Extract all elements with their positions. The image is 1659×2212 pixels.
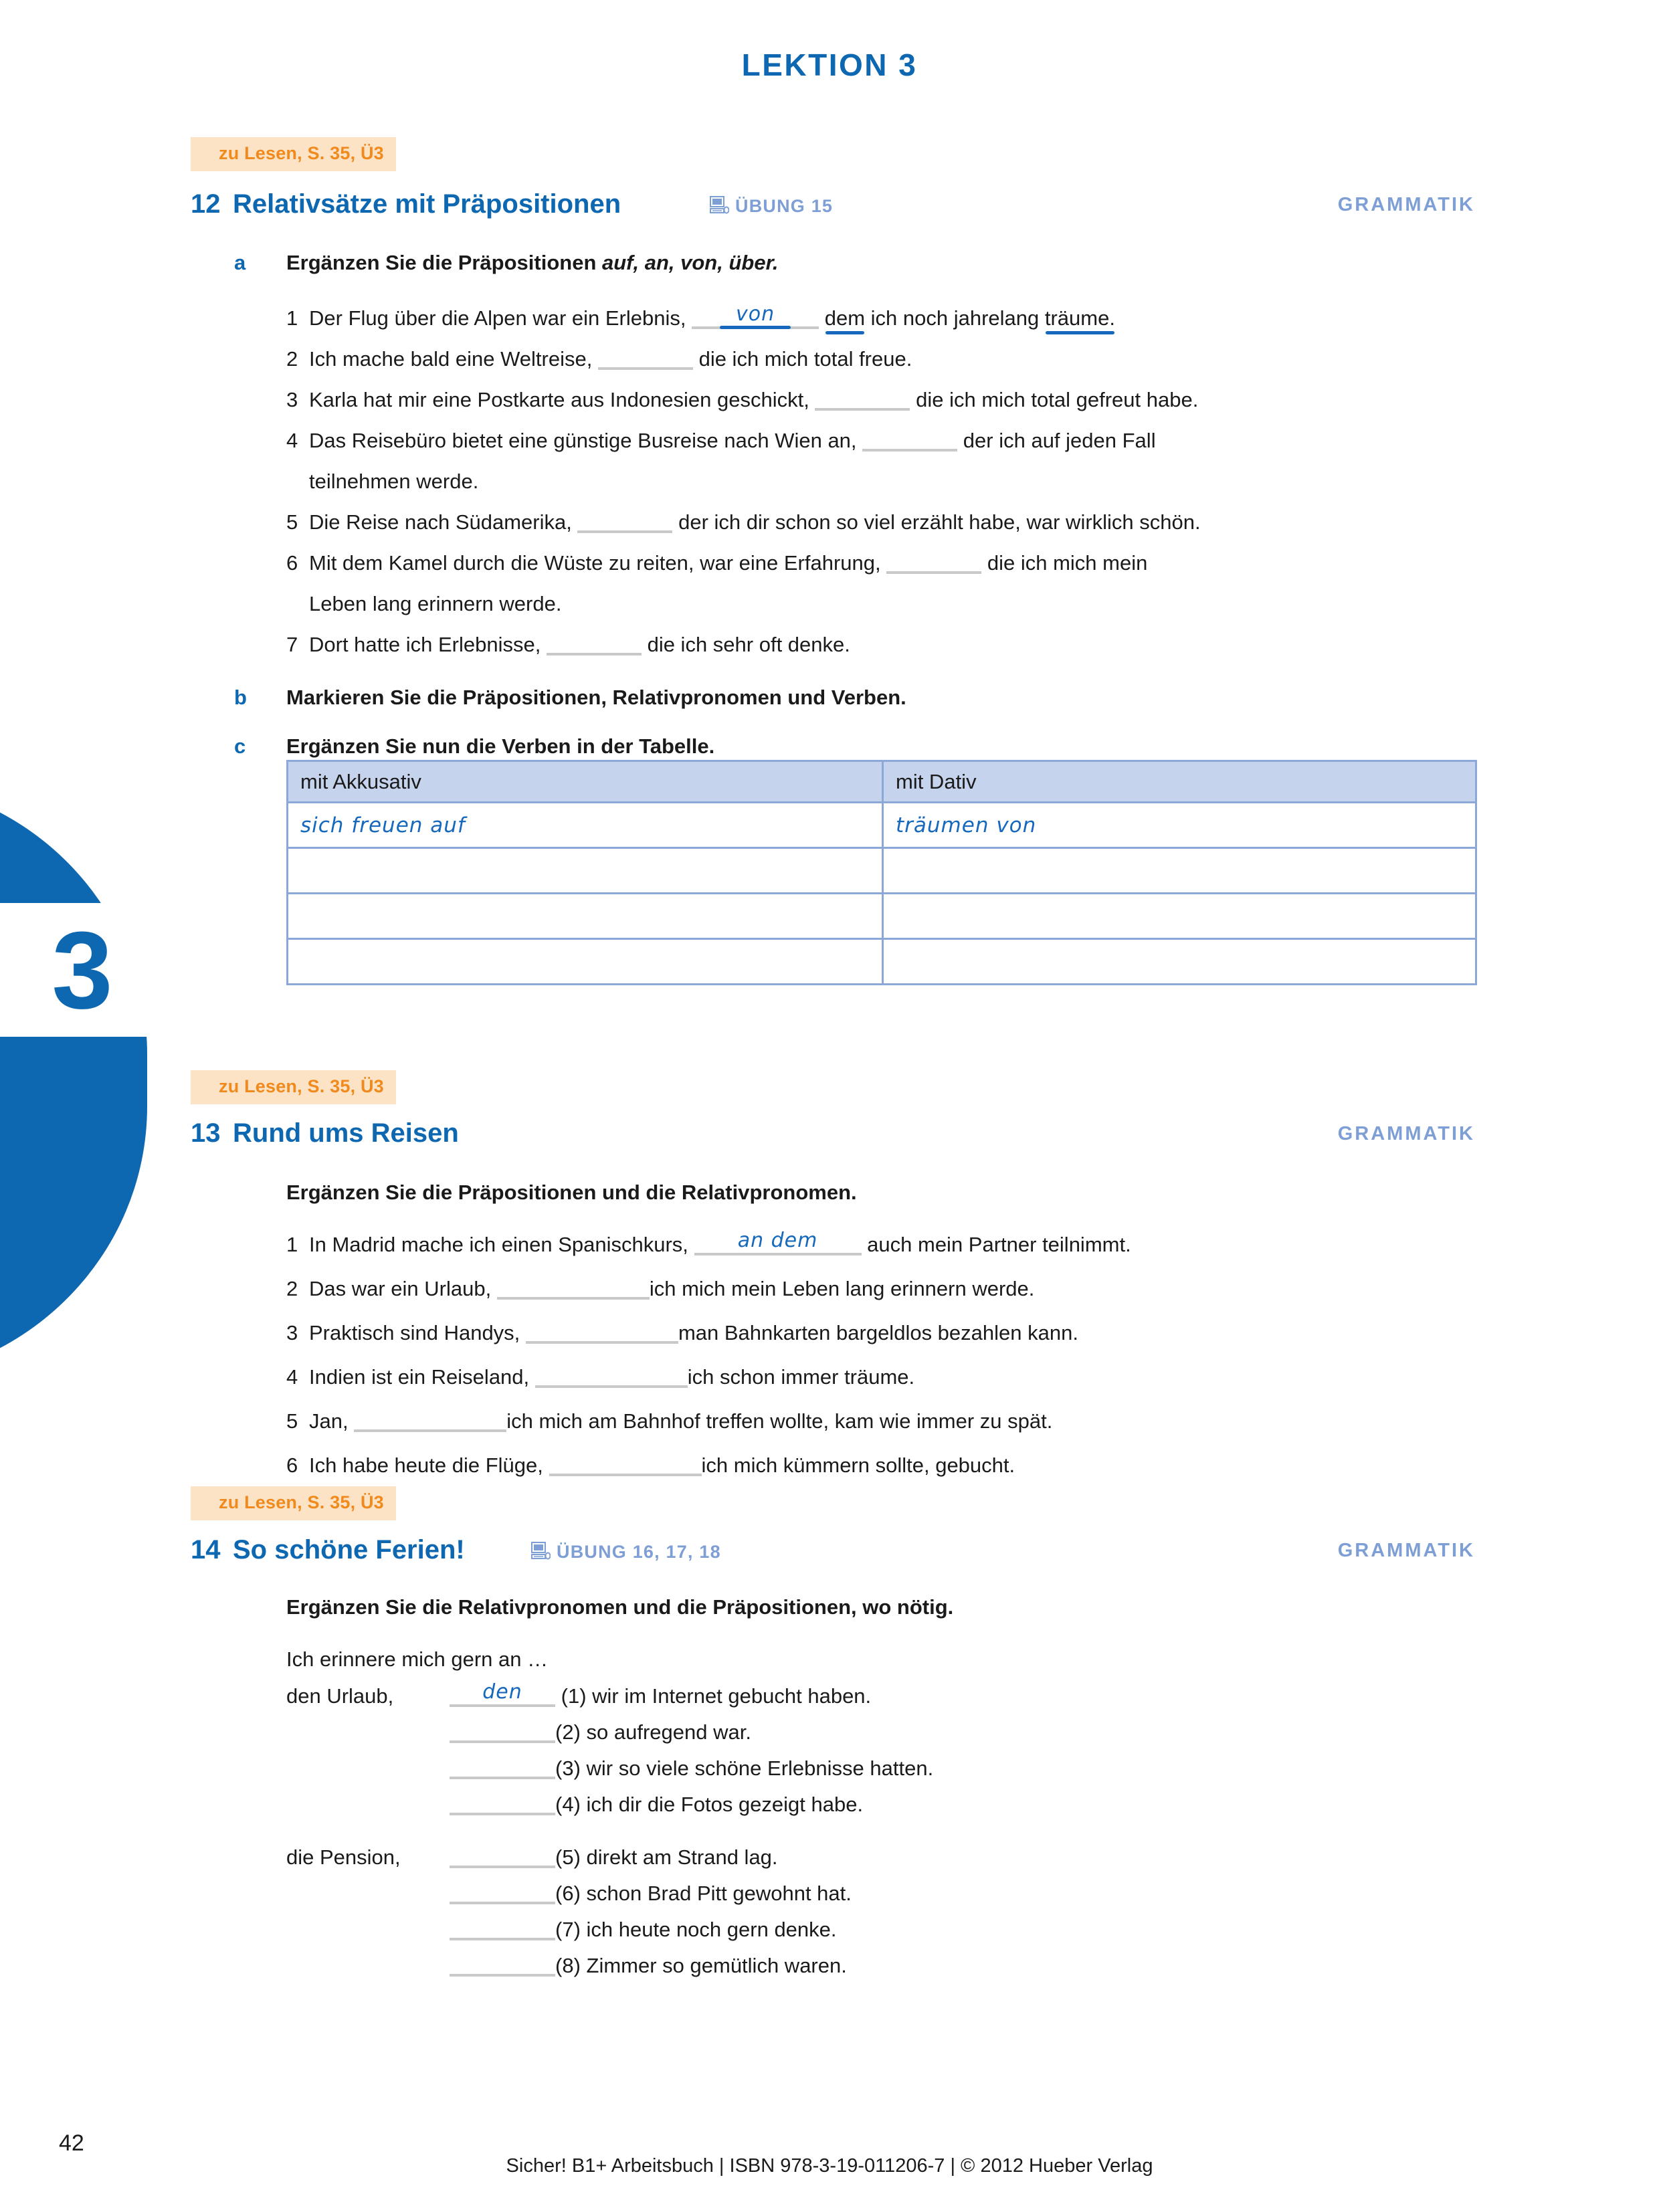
answer-blank-12-3[interactable] (815, 391, 910, 411)
group-label-pension: die Pension, (286, 1845, 401, 1869)
answer-blank-12-7[interactable] (547, 635, 642, 656)
answer-blank-13-4[interactable] (535, 1368, 688, 1388)
exercise-item-14-1 (450, 1680, 872, 1708)
exercise-item-14-8 (450, 1955, 847, 1977)
badge-lesen-14: zu Lesen, S. 35, Ü3 (191, 1486, 396, 1520)
item-number: 5 (286, 510, 298, 534)
item-text-pre: In Madrid mache ich einen Spanischkurs, (309, 1233, 688, 1256)
handwritten-answer: von (692, 304, 819, 324)
marked-pronoun: dem (824, 306, 866, 330)
badge-lesen-12: zu Lesen, S. 35, Ü3 (191, 137, 396, 171)
answer-blank-14-8[interactable] (450, 1956, 555, 1977)
exercise-item-14-3 (450, 1758, 933, 1779)
item-text-post: die ich mich mein (987, 551, 1148, 575)
section-header-12 (191, 189, 1475, 224)
verbs-table (286, 760, 1477, 985)
item-text-post: ich mich kümmern sollte, gebucht. (701, 1453, 1015, 1477)
instruction-12a-prepositions: auf, an, von, über. (602, 251, 779, 274)
marker-a: a (234, 251, 246, 274)
item-text-post: die ich mich total gefreut habe. (916, 388, 1199, 411)
answer-blank-13-1[interactable] (694, 1229, 862, 1255)
table-cell-dat-2[interactable] (883, 848, 1476, 894)
table-cell-akk-1[interactable] (288, 803, 883, 848)
answer-blank-14-1[interactable] (450, 1680, 555, 1707)
exercise-item-12-4-cont: teilnehmen werde. (309, 470, 479, 493)
answer-blank-12-2[interactable] (598, 350, 693, 370)
computer-icon (709, 195, 729, 220)
item-text-pre: Ich habe heute die Flüge, (309, 1453, 543, 1477)
answer-blank-12-5[interactable] (577, 513, 672, 533)
exercise-item-13-3 (286, 1322, 1078, 1344)
answer-blank-14-4[interactable] (450, 1795, 555, 1815)
item-text-post: ich mich mein Leben lang erinnern werde. (649, 1277, 1035, 1300)
grammatik-label-14: GRAMMATIK (1337, 1540, 1475, 1561)
table-cell-akk-2[interactable] (288, 848, 883, 894)
instruction-14: Ergänzen Sie die Relativpronomen und die Präpositionen, wo nötig. (286, 1595, 954, 1619)
item-text-post: auch mein Partner teilnimmt. (867, 1233, 1131, 1256)
exercise-item-13-1 (286, 1229, 1131, 1256)
item-text-post: die ich sehr oft denke. (647, 633, 850, 656)
item-number: (6) (555, 1882, 581, 1905)
handwritten-entry: sich freuen auf (300, 813, 466, 837)
section-number-14: 14 (191, 1535, 221, 1565)
instruction-13: Ergänzen Sie die Präpositionen und die Relativpronomen. (286, 1181, 857, 1204)
grammatik-label-12: GRAMMATIK (1337, 194, 1475, 215)
uebung-label-12: ÜBUNG 15 (735, 196, 834, 216)
exercise-item-12-1 (286, 302, 1115, 330)
answer-blank-14-3[interactable] (450, 1759, 555, 1779)
item-number: 3 (286, 388, 298, 411)
item-text-post: ich mich am Bahnhof treffen wollte, kam wie immer zu spät. (506, 1409, 1053, 1433)
item-text-pre: Dort hatte ich Erlebnisse, (309, 633, 541, 656)
table-header-dativ: mit Dativ (883, 761, 1476, 803)
item-number: 1 (286, 306, 298, 330)
item-text: direkt am Strand lag. (586, 1845, 778, 1869)
answer-blank-13-5[interactable] (354, 1412, 506, 1432)
item-text-pre: Jan, (309, 1409, 349, 1433)
badge-lesen-13: zu Lesen, S. 35, Ü3 (191, 1070, 396, 1104)
table-row (288, 939, 1476, 985)
uebung-ref-12 (709, 195, 833, 220)
item-number: (8) (555, 1954, 581, 1977)
exercise-item-14-2 (450, 1722, 751, 1743)
table-cell-dat-3[interactable] (883, 894, 1476, 939)
exercise-item-12-5 (286, 512, 1201, 533)
instruction-12a (286, 251, 779, 275)
item-number: 3 (286, 1321, 298, 1344)
table-row (288, 803, 1476, 848)
item-number: 6 (286, 1453, 298, 1477)
item-number: 7 (286, 633, 298, 656)
answer-blank-12-4[interactable] (862, 431, 957, 451)
item-text: Zimmer so gemütlich waren. (586, 1954, 847, 1977)
instruction-12b: Markieren Sie die Präpositionen, Relativpronomen und Verben. (286, 686, 906, 709)
exercise-item-13-5 (286, 1411, 1052, 1432)
item-text-post: ich schon immer träume. (687, 1365, 915, 1389)
table-cell-akk-3[interactable] (288, 894, 883, 939)
section-title-12: Relativsätze mit Präpositionen (233, 189, 621, 219)
item-number: 2 (286, 347, 298, 371)
exercise-item-13-4 (286, 1367, 914, 1388)
exercise-item-13-6 (286, 1455, 1015, 1476)
item-text-pre: Praktisch sind Handys, (309, 1321, 520, 1344)
exercise-item-14-6 (450, 1883, 852, 1904)
uebung-ref-14 (530, 1541, 721, 1566)
exercise-item-12-4 (286, 430, 1156, 451)
answer-blank-14-7[interactable] (450, 1920, 555, 1940)
handwritten-answer: den (482, 1680, 522, 1704)
handwritten-answer: an dem (737, 1229, 818, 1252)
instruction-12a-pre: Ergänzen Sie die Präpositionen (286, 251, 602, 274)
lead-in-text: Ich erinnere mich gern an … (286, 1647, 549, 1671)
item-text-post: der ich dir schon so viel erzählt habe, war wirklich schön. (678, 510, 1201, 534)
item-text-pre: Das war ein Urlaub, (309, 1277, 492, 1300)
item-text-pre: Indien ist ein Reiseland, (309, 1365, 530, 1389)
table-row (288, 848, 1476, 894)
item-text: wir im Internet gebucht haben. (592, 1684, 872, 1708)
item-number: 6 (286, 551, 298, 575)
answer-blank-12-6[interactable] (886, 554, 981, 574)
exercise-item-14-5 (450, 1847, 778, 1868)
item-text-post: man Bahnkarten bargeldlos bezahlen kann. (678, 1321, 1078, 1344)
answer-blank-12-1[interactable] (692, 302, 819, 329)
item-text-post: der ich auf jeden Fall (963, 429, 1156, 452)
item-number: (1) (561, 1684, 587, 1708)
uebung-label-14: ÜBUNG 16, 17, 18 (557, 1542, 721, 1562)
group-label-urlaub: den Urlaub, (286, 1684, 394, 1708)
exercise-item-13-2 (286, 1278, 1034, 1300)
answer-blank-14-5[interactable] (450, 1848, 555, 1868)
exercise-item-14-7 (450, 1919, 837, 1940)
table-cell-akk-4[interactable] (288, 939, 883, 985)
item-text-pre: Ich mache bald eine Weltreise, (309, 347, 593, 371)
item-text: so aufregend war. (586, 1720, 751, 1744)
answer-blank-14-6[interactable] (450, 1884, 555, 1904)
item-number: 4 (286, 429, 298, 452)
page-number: 42 (59, 2130, 84, 2156)
answer-blank-13-2[interactable] (497, 1280, 650, 1300)
item-number: (7) (555, 1918, 581, 1941)
table-header-row (288, 761, 1476, 803)
instruction-12c: Ergänzen Sie nun die Verben in der Tabelle. (286, 734, 715, 758)
answer-blank-13-6[interactable] (549, 1456, 702, 1476)
answer-blank-13-3[interactable] (526, 1324, 678, 1344)
item-number: (4) (555, 1793, 581, 1816)
item-number: 1 (286, 1233, 298, 1256)
grammatik-label-13: GRAMMATIK (1337, 1123, 1475, 1144)
footer-copyright: Sicher! B1+ Arbeitsbuch | ISBN 978-3-19-011206-7 | © 2012 Hueber Verlag (506, 2155, 1153, 2177)
section-title-13: Rund ums Reisen (233, 1118, 459, 1148)
exercise-item-12-6 (286, 552, 1147, 574)
item-number: 2 (286, 1277, 298, 1300)
item-text: ich heute noch gern denke. (586, 1918, 837, 1941)
page-title: LEKTION 3 (741, 47, 918, 82)
lesson-tab-number: 3 (52, 909, 112, 1031)
item-number: (5) (555, 1845, 581, 1869)
table-row (288, 894, 1476, 939)
section-header-14 (191, 1535, 1475, 1570)
table-cell-dat-4[interactable] (883, 939, 1476, 985)
item-text: schon Brad Pitt gewohnt hat. (586, 1882, 852, 1905)
item-number: (2) (555, 1720, 581, 1744)
item-text-pre: Das Reisebüro bietet eine günstige Busreise nach Wien an, (309, 429, 857, 452)
item-text-pre: Der Flug über die Alpen war ein Erlebnis, (309, 306, 686, 330)
exercise-item-12-3 (286, 389, 1198, 411)
table-header-akkusativ: mit Akkusativ (288, 761, 883, 803)
item-number: (3) (555, 1756, 581, 1780)
item-text-pre: Die Reise nach Südamerika, (309, 510, 572, 534)
exercise-item-14-4 (450, 1794, 863, 1815)
section-number-12: 12 (191, 189, 221, 219)
item-text-pre: Karla hat mir eine Postkarte aus Indonesien geschickt, (309, 388, 809, 411)
exercise-item-12-6-cont: Leben lang erinnern werde. (309, 592, 562, 615)
section-header-13 (191, 1118, 1475, 1153)
marker-c: c (234, 734, 246, 758)
item-number: 4 (286, 1365, 298, 1389)
item-text: wir so viele schöne Erlebnisse hatten. (586, 1756, 934, 1780)
item-text-post: ich noch jahrelang (865, 306, 1045, 330)
computer-icon (530, 1541, 551, 1566)
exercise-item-12-2 (286, 348, 912, 370)
item-text-pre: Mit dem Kamel durch die Wüste zu reiten, war eine Erfahrung, (309, 551, 881, 575)
lesson-tab-shape (0, 779, 147, 1381)
item-number: 5 (286, 1409, 298, 1433)
table-cell-dat-1[interactable] (883, 803, 1476, 848)
exercise-item-12-7 (286, 634, 850, 656)
marker-b: b (234, 686, 247, 709)
item-text-post: die ich mich total freue. (698, 347, 912, 371)
item-text: ich dir die Fotos gezeigt habe. (586, 1793, 864, 1816)
handwritten-entry: träumen von (896, 813, 1037, 837)
answer-blank-14-2[interactable] (450, 1723, 555, 1743)
section-number-13: 13 (191, 1118, 221, 1148)
marked-verb: träume. (1044, 306, 1115, 330)
section-title-14: So schöne Ferien! (233, 1535, 465, 1565)
